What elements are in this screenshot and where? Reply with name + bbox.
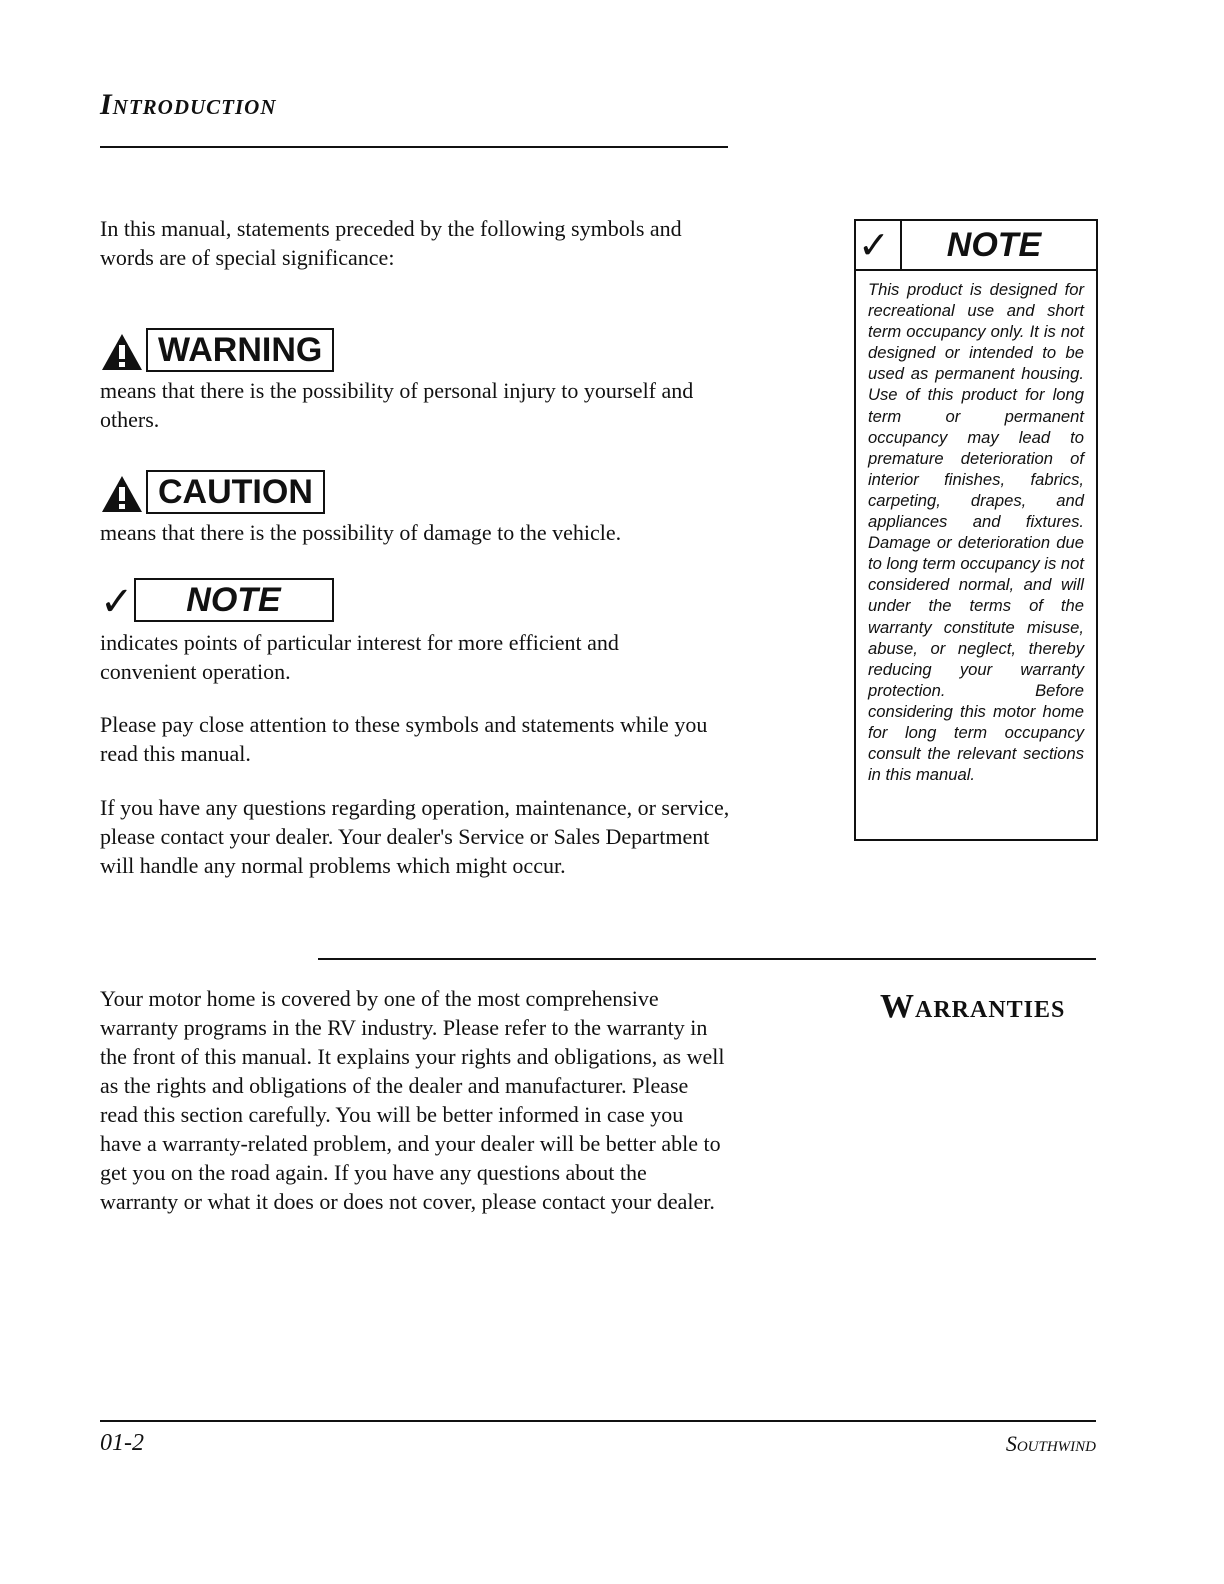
brand-name: Southwind [1005, 1431, 1096, 1456]
caution-symbol [100, 470, 325, 514]
header-rule [100, 146, 728, 148]
side-note-label: NOTE [946, 225, 1042, 264]
checkmark-icon: ✓ [858, 223, 890, 267]
note-description: indicates points of particular interest for more efficient and convenient operation. [100, 630, 619, 684]
warning-symbol [100, 328, 334, 372]
footer-rule [100, 1420, 1096, 1422]
side-note-box [854, 219, 1098, 841]
warning-triangle-icon [100, 332, 144, 372]
caution-description: means that there is the possibility of damage to the vehicle. [100, 520, 622, 545]
checkmark-icon: ✓ [100, 579, 134, 625]
side-note-header [856, 221, 1096, 271]
caution-label: CAUTION [146, 470, 325, 514]
warning-label: WARNING [146, 328, 334, 372]
intro-lead: In this manual, statements preceded by the following symbols and words are of special significance: [100, 216, 682, 270]
caution-triangle-icon [100, 474, 144, 514]
side-note-divider [900, 221, 902, 269]
warranties-title: Warranties [880, 988, 1066, 1025]
warning-description: means that there is the possibility of personal injury to yourself and others. [100, 378, 694, 432]
attention-paragraph: Please pay close attention to these symbols and statements while you read this manual. [100, 712, 708, 766]
warranties-rule [318, 958, 1096, 960]
note-label: NOTE [134, 578, 334, 622]
page-number: 01-2 [100, 1430, 144, 1456]
note-symbol [100, 578, 334, 625]
questions-paragraph: If you have any questions regarding operation, maintenance, or service, please contact your dealer. Your dealer's Service or Sales Department will handle any normal problems which might occur. [100, 795, 730, 878]
warranties-paragraph: Your motor home is covered by one of the most comprehensive warranty programs in the RV industry. Please refer to the warranty in the front of this manual. It explains your rights and obligations, as well as the rights and obligations of the dealer and manufacturer. Please read this section carefully. You will be better informed in case you have a warranty-related problem, and your dealer will be better able to get you on the road again. If you have any questions about the warranty or what it does or does not cover, please contact your dealer. [100, 986, 725, 1214]
page-title: Introduction [100, 88, 277, 121]
side-note-text: This product is designed for recreational use and short term occupancy only. It is not designed or intended to be used as permanent housing. Use of this product for long term or permanent occupancy may lead to premature deterioration of interior finishes, fabrics, carpeting, drapes, and appliances and fixtures. Damage or deterioration due to long term occupancy is not considered normal, and will under the terms of the warranty constitute misuse, abuse, or neglect, thereby reducing your warranty protection. Before considering this motor home for long term occupancy consult the relevant sections in this manual. [868, 280, 1084, 785]
